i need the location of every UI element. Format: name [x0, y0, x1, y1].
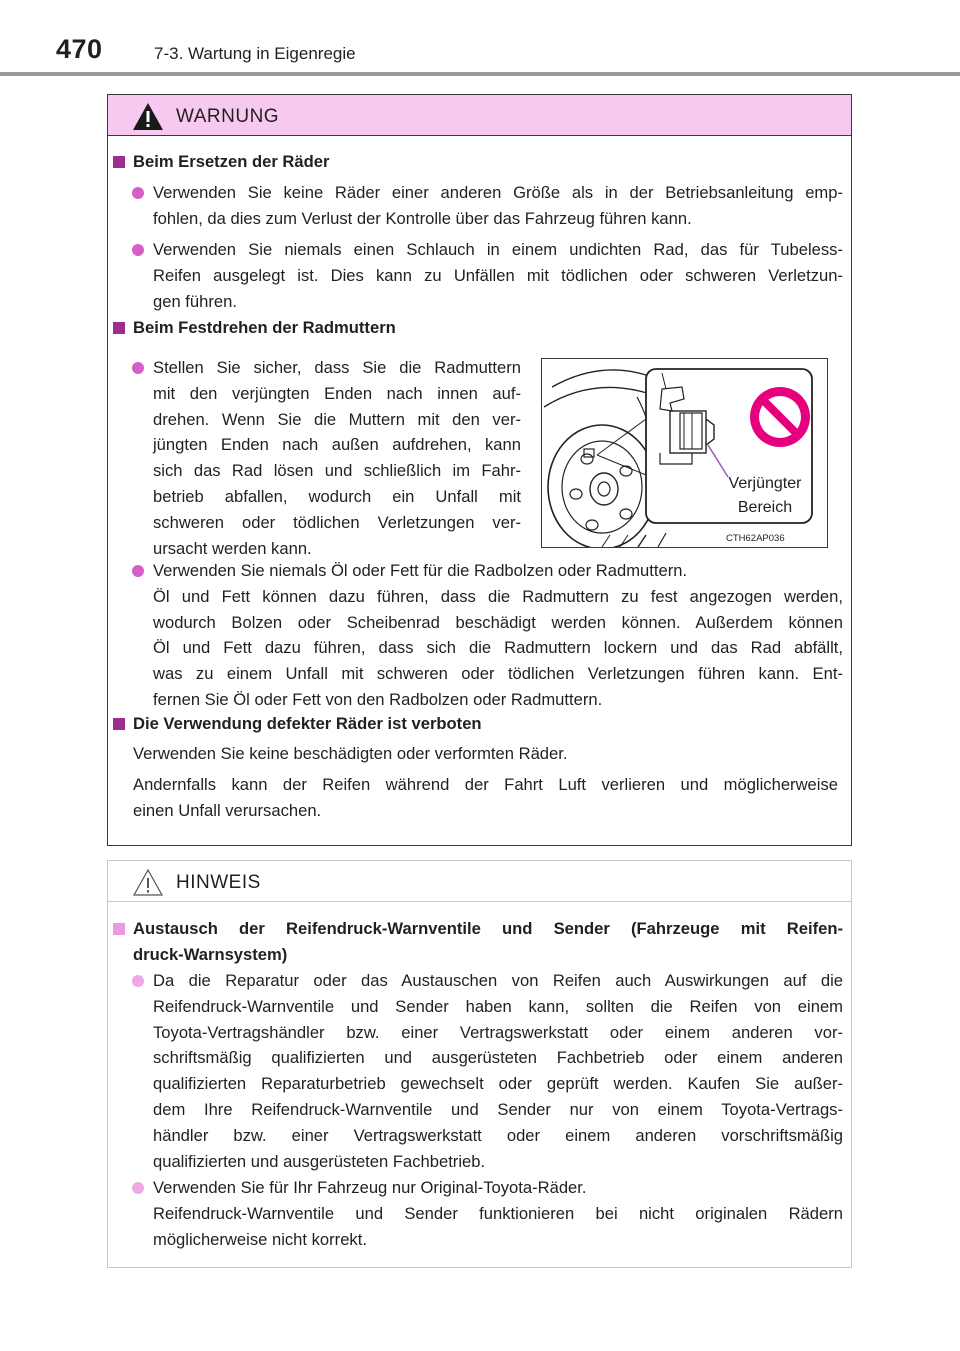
- round-bullet-icon: [132, 1182, 144, 1194]
- figure-label: Verjüngter Bereich: [728, 475, 802, 516]
- round-bullet-icon: [132, 187, 144, 199]
- warning-heading-3: Die Verwendung defekter Räder ist verboten: [133, 711, 482, 737]
- warning-triangle-icon: [132, 102, 164, 131]
- square-bullet-icon: [113, 322, 125, 334]
- warning-bullet-2: Verwenden Sie niemals einen Schlauch in einem undichten Rad, das für Tubeless- Reifen ausgelegt ist. Dies kann zu Unfällen mit tödlichen oder schweren Verletzun- gen führen.: [153, 237, 843, 314]
- warning-paragraph-1: Verwenden Sie keine beschädigten oder verformten Räder.: [133, 744, 568, 763]
- notice-bullet-1: Da die Reparatur oder das Austauschen von Reifen auch Auswirkungen auf die Reifendruck-Warnventile und Sender haben kann, sollten die Reifen von einem Toyota-Vertragshändler bzw. einer Vertragswerkstatt oder einem anderen vor- schriftsmäßig qualifizierten und ausgerüsteten Fachbetrieb oder einem anderen qualifizierten Reparaturbetrieb gewechselt oder geprüft werden. Kaufen Sie außer- dem Ihre Reifendruck-Warnventile und Sender nur von einem Toyota-Vertrags- händler bzw. einer Vertragswerkstatt oder einem anderen vorschriftsmäßig qualifizierten und ausgerüsteten Fachbetrieb.: [153, 968, 843, 1174]
- round-bullet-icon: [132, 244, 144, 256]
- warning-bullet-1: Verwenden Sie keine Räder einer anderen Größe als in der Betriebsanleitung emp- fohlen, da dies zum Verlust der Kontrolle über das Fahrzeug führen kann.: [153, 180, 843, 232]
- notice-title: HINWEIS: [176, 872, 261, 893]
- notice-heading-1: Austausch der Reifendruck-Warnventile und Sender (Fahrzeuge mit Reifen- druck-Warnsystem): [133, 916, 843, 968]
- square-bullet-icon: [113, 156, 125, 168]
- notice-header: [108, 861, 851, 902]
- figure-code: CTH62AP036: [726, 533, 785, 544]
- warning-paragraph-2: Andernfalls kann der Reifen während der Fahrt Luft verlieren und möglicherweise einen Unfall verursachen.: [133, 775, 838, 820]
- page-header: [0, 0, 960, 78]
- notice-bullet-2: Verwenden Sie für Ihr Fahrzeug nur Original-Toyota-Räder. Reifendruck-Warnventile und Sender funktionieren bei nicht originalen Rädern möglicherweise nicht korrekt.: [153, 1175, 843, 1252]
- round-bullet-icon: [132, 565, 144, 577]
- warning-bullet-4: Verwenden Sie niemals Öl oder Fett für die Radbolzen oder Radmuttern. Öl und Fett können dazu führen, dass die Radmuttern zu fest angezogen werden, wodurch Bolzen oder Scheibenrad beschädigt werden können. Außerdem können Öl und Fett dazu führen, dass sich die Radmuttern lockern und das Rad abfällt, was zu einem Unfall mit schweren oder tödlichen Verletzungen führen kann. Ent- fernen Sie Öl oder Fett von den Radbolzen oder Radmuttern.: [153, 558, 843, 713]
- section-title: 7-3. Wartung in Eigenregie: [154, 44, 356, 63]
- warning-heading-1: Beim Ersetzen der Räder: [133, 149, 329, 175]
- warning-heading-2: Beim Festdrehen der Radmuttern: [133, 315, 396, 341]
- square-bullet-icon: [113, 923, 125, 935]
- page-number: 470: [56, 34, 103, 64]
- warning-bullet-3: Stellen Sie sicher, dass Sie die Radmuttern mit den verjüngten Enden nach innen auf- drehen. Wenn Sie die Muttern mit den ver- jüngten Enden nach außen aufdrehen, kann sich das Rad lösen und schließlich im Fahr- betrieb abfallen, wodurch ein Unfall mit schweren oder tödlichen Verletzungen ver- ursacht werden kann.: [153, 355, 521, 561]
- header-rule: [0, 72, 960, 76]
- warning-title: WARNUNG: [176, 106, 280, 127]
- warning-header: [108, 95, 851, 136]
- wheel-nut-illustration: [541, 358, 828, 548]
- round-bullet-icon: [132, 975, 144, 987]
- caution-triangle-icon: [132, 868, 164, 897]
- round-bullet-icon: [132, 362, 144, 374]
- square-bullet-icon: [113, 718, 125, 730]
